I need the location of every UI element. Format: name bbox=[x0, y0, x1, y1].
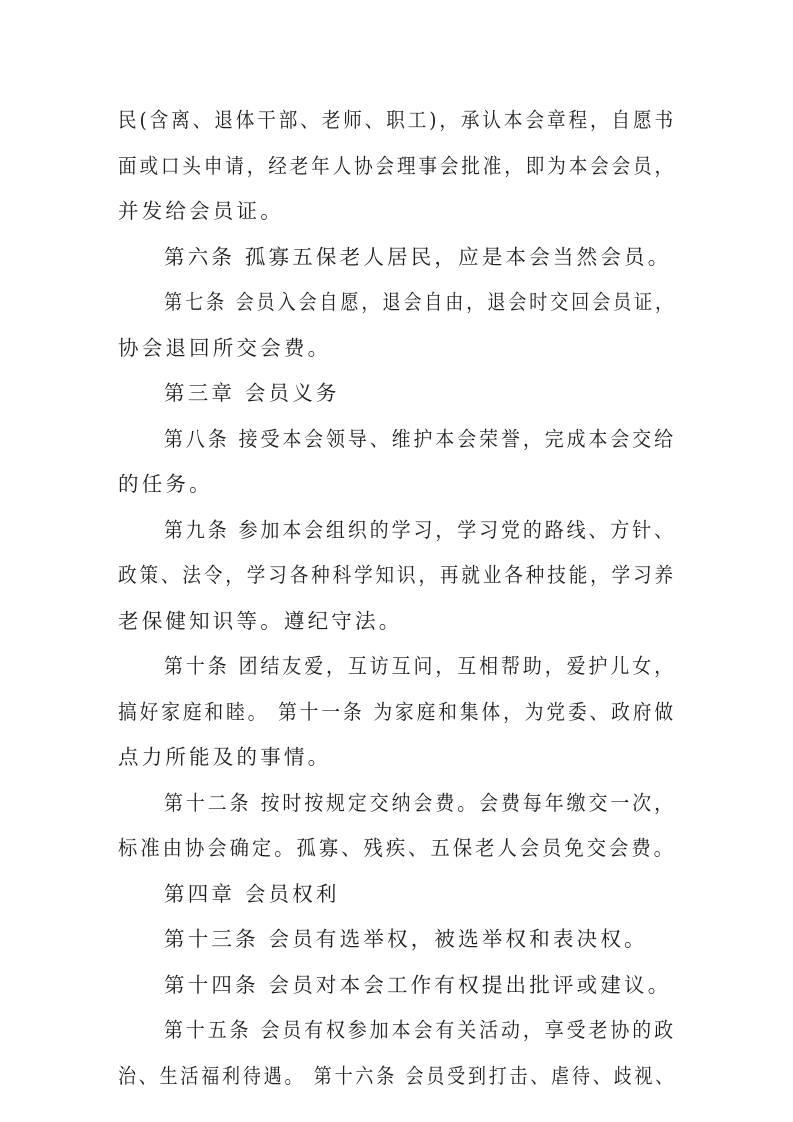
article-9-line: 第九条 参加本会组织的学习，学习党的路线、方针、 bbox=[164, 518, 676, 542]
article-12-line: 第十二条 按时按规定交纳会费。会费每年缴交一次， bbox=[164, 791, 676, 815]
text-line: 民(含离、退体干部、老师、职工)，承认本会章程，自愿书 bbox=[118, 108, 676, 132]
article-7-line: 第七条 会员入会自愿，退会自由，退会时交回会员证， bbox=[164, 290, 676, 314]
text-line: 搞好家庭和睦。 第十一条 为家庭和集体，为党委、政府做 bbox=[118, 700, 676, 724]
text-line: 政策、法令，学习各种科学知识，再就业各种技能，学习养 bbox=[118, 563, 676, 587]
text-line: 的任务。 bbox=[118, 472, 213, 496]
text-line: 老保健知识等。遵纪守法。 bbox=[118, 609, 403, 633]
article-10-line: 第十条 团结友爱，互访互问，互相帮助，爱护儿女， bbox=[164, 654, 676, 678]
text-line: 标准由协会确定。孤寡、残疾、五保老人会员免交会费。 bbox=[118, 836, 676, 860]
article-6-line: 第六条 孤寡五保老人居民，应是本会当然会员。 bbox=[164, 245, 672, 269]
article-13-line: 第十三条 会员有选举权，被选举权和表决权。 bbox=[164, 927, 648, 951]
article-14-line: 第十四条 会员对本会工作有权提出批评或建议。 bbox=[164, 973, 672, 997]
text-line: 治、生活福利待遇。 第十六条 会员受到打击、虐待、歧视、 bbox=[118, 1064, 676, 1088]
text-line: 点力所能及的事情。 bbox=[118, 745, 332, 769]
chapter-3-heading: 第三章 会员义务 bbox=[164, 381, 340, 405]
article-8-line: 第八条 接受本会领导、维护本会荣誉，完成本会交给 bbox=[164, 427, 676, 451]
chapter-4-heading: 第四章 会员权利 bbox=[164, 882, 340, 906]
text-line: 面或口头申请，经老年人协会理事会批准，即为本会会员， bbox=[118, 154, 676, 178]
text-line: 并发给会员证。 bbox=[118, 199, 284, 223]
text-line: 协会退回所交会费。 bbox=[118, 336, 332, 360]
article-15-line: 第十五条 会员有权参加本会有关活动，享受老协的政 bbox=[164, 1018, 676, 1042]
